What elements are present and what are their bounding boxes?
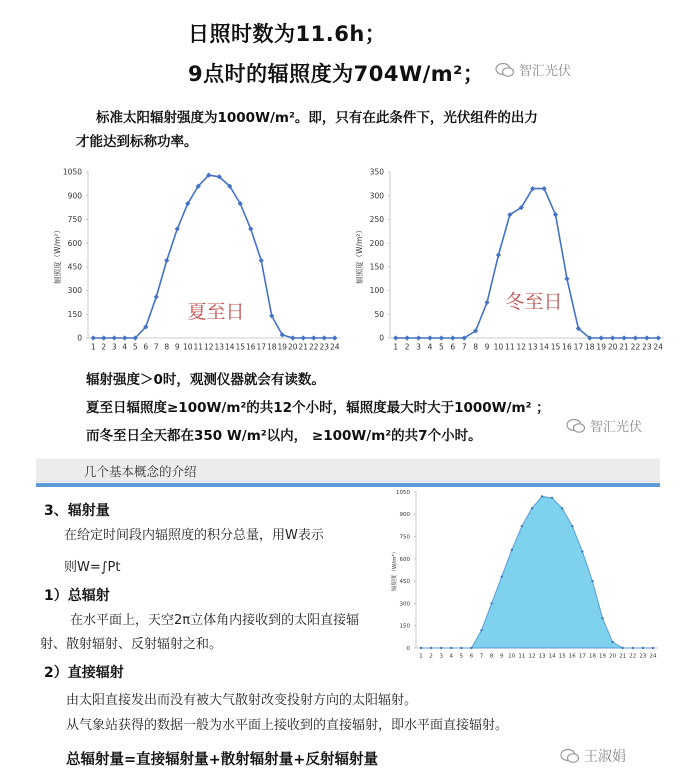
summer-solstice-chart: [50, 164, 350, 364]
chart-caption: 冬至日: [505, 291, 563, 313]
y-tick-label: 450: [399, 579, 410, 586]
x-tick-label: 3: [439, 653, 443, 660]
y-tick-label: 150: [399, 623, 410, 630]
intro-line-1: 标准太阳辐射强度为1000W/m²。即，只有在此条件下，光伏组件的出力: [96, 110, 538, 126]
x-tick-label: 5: [438, 342, 444, 352]
y-tick-label: 600: [67, 238, 82, 248]
header-line-2: 9点时的辐照度为704W/m²；: [188, 62, 485, 86]
y-tick-label: 900: [67, 191, 82, 201]
chart-caption: 夏至日: [187, 301, 245, 323]
data-point: [416, 335, 421, 340]
data-point: [564, 276, 569, 281]
x-tick-label: 4: [122, 342, 128, 352]
data-point: [553, 212, 558, 217]
item3-desc: 在给定时间段内辐照度的积分总量，用W表示: [64, 528, 324, 543]
x-tick-label: 10: [182, 342, 193, 352]
x-tick-label: 9: [174, 342, 180, 352]
data-point: [259, 258, 264, 263]
note-line-2: 夏至日辐照度≥100W/m²的共12个小时，辐照度最大时大于1000W/m² ；: [86, 400, 550, 416]
watermark-1-text: 智汇光伏: [519, 64, 572, 79]
x-tick-label: 16: [562, 342, 572, 352]
x-tick-label: 23: [639, 653, 647, 660]
note-line-1: 辐射强度＞0时，观测仪器就会有读数。: [86, 372, 325, 388]
wechat-icon: [560, 748, 580, 764]
watermark-1: [495, 60, 571, 79]
data-point: [154, 294, 159, 299]
x-tick-label: 14: [548, 653, 556, 660]
data-point: [511, 549, 513, 551]
x-tick-label: 12: [203, 342, 214, 352]
series-area: [421, 496, 653, 648]
data-point: [541, 495, 543, 497]
x-tick-label: 23: [319, 342, 330, 352]
data-point: [496, 252, 501, 257]
note-line-3: 而冬至日全天都在350 W/m²以内， ≥100W/m²的共7个小时。: [86, 428, 482, 444]
data-point: [599, 335, 604, 340]
data-point: [611, 641, 613, 643]
x-tick-label: 2: [429, 653, 433, 660]
y-tick-label: 450: [67, 262, 82, 272]
y-tick-label: 200: [369, 238, 384, 248]
x-tick-label: 2: [101, 342, 107, 352]
data-point: [490, 602, 492, 604]
y-tick-label: 900: [399, 512, 410, 519]
intro-line-2: 才能达到标称功率。: [76, 134, 198, 150]
x-tick-label: 6: [469, 653, 474, 660]
data-point: [581, 550, 583, 552]
x-tick-label: 13: [538, 653, 546, 660]
y-tick-label: 150: [369, 262, 384, 272]
item3-formula: 则W=∫Pt: [64, 560, 121, 575]
watermark-3: [560, 746, 626, 766]
data-point: [430, 647, 432, 649]
y-axis-label: 辐照度（W/m²）: [392, 548, 398, 592]
x-tick-label: 13: [527, 342, 538, 352]
x-tick-label: 1: [419, 653, 423, 660]
data-point: [610, 335, 615, 340]
watermark-2-text: 智汇光伏: [590, 420, 643, 435]
data-point: [484, 300, 489, 305]
x-tick-label: 9: [484, 342, 490, 352]
data-point: [450, 335, 455, 340]
x-tick-label: 8: [473, 342, 479, 352]
x-tick-label: 17: [578, 653, 586, 660]
x-tick-label: 1: [90, 342, 96, 352]
x-tick-label: 8: [489, 653, 494, 660]
x-tick-label: 21: [298, 342, 309, 352]
x-tick-label: 6: [143, 342, 149, 352]
item1-desc-1: 在水平面上，天空2π立体角内接收到的太阳直接辐: [70, 613, 360, 628]
x-tick-label: 24: [653, 342, 664, 352]
data-point: [542, 186, 547, 191]
y-tick-label: 750: [67, 215, 82, 225]
x-tick-label: 6: [450, 342, 456, 352]
x-tick-label: 1: [393, 342, 399, 352]
x-tick-label: 20: [287, 342, 298, 352]
data-point: [621, 335, 626, 340]
x-tick-label: 21: [619, 653, 627, 660]
data-point: [290, 335, 295, 340]
y-tick-label: 0: [77, 333, 82, 343]
data-point: [633, 335, 638, 340]
y-axis-label: 辐照度（W/m²）: [53, 226, 62, 284]
x-tick-label: 15: [550, 342, 561, 352]
x-tick-label: 11: [518, 653, 526, 660]
x-tick-label: 18: [585, 342, 595, 352]
x-tick-label: 16: [568, 653, 576, 660]
data-point: [164, 258, 169, 263]
data-point: [531, 507, 533, 509]
data-point: [551, 497, 553, 499]
x-tick-label: 19: [599, 653, 607, 660]
data-point: [521, 525, 523, 527]
data-point: [332, 335, 337, 340]
y-tick-label: 0: [406, 645, 410, 652]
x-tick-label: 5: [459, 653, 464, 660]
data-point: [311, 335, 316, 340]
x-tick-label: 12: [516, 342, 527, 352]
y-tick-label: 1050: [62, 167, 82, 177]
y-tick-label: 750: [399, 534, 410, 541]
data-point: [571, 525, 573, 527]
y-tick-label: 300: [399, 601, 410, 608]
data-point: [470, 647, 472, 649]
wechat-icon: [566, 418, 586, 434]
x-tick-label: 15: [235, 342, 246, 352]
slide-topbar-title: 几个基本概念的介绍: [84, 464, 197, 479]
data-point: [393, 335, 398, 340]
x-tick-label: 13: [214, 342, 225, 352]
x-tick-label: 10: [493, 342, 504, 352]
x-tick-label: 22: [629, 653, 637, 660]
y-tick-label: 150: [67, 309, 82, 319]
x-tick-label: 17: [573, 342, 584, 352]
data-point: [440, 647, 442, 649]
data-point: [91, 335, 96, 340]
x-tick-label: 21: [619, 342, 629, 352]
data-point: [322, 335, 327, 340]
x-tick-label: 18: [588, 653, 596, 660]
data-point: [561, 507, 563, 509]
winter-solstice-chart: [352, 164, 672, 364]
data-point: [601, 617, 603, 619]
x-tick-label: 20: [607, 342, 618, 352]
x-tick-label: 7: [153, 342, 159, 352]
data-point: [622, 647, 624, 649]
y-tick-label: 350: [369, 167, 384, 177]
y-tick-label: 250: [369, 215, 384, 225]
y-tick-label: 100: [369, 286, 384, 296]
x-tick-label: 24: [649, 653, 657, 660]
watermark-2: [566, 416, 642, 435]
x-tick-label: 9: [499, 653, 504, 660]
total-radiation-formula: 总辐射量=直接辐射量+散射辐射量+反射辐射量: [66, 752, 378, 768]
data-point: [248, 226, 253, 231]
data-point: [301, 335, 306, 340]
watermark-3-text: 王淑娟: [584, 749, 626, 765]
data-point: [427, 335, 432, 340]
x-tick-label: 18: [266, 342, 277, 352]
x-tick-label: 8: [164, 342, 170, 352]
x-tick-label: 5: [132, 342, 138, 352]
x-tick-label: 19: [277, 342, 288, 352]
item3-title: 3、辐射量: [44, 503, 110, 519]
item2-desc-2: 从气象站获得的数据一般为水平面上接收到的直接辐射，即水平面直接辐射。: [66, 718, 509, 733]
data-point: [652, 647, 654, 649]
data-point: [420, 647, 422, 649]
data-point: [405, 335, 410, 340]
x-tick-label: 14: [539, 342, 549, 352]
data-point: [450, 647, 452, 649]
x-tick-label: 11: [193, 342, 204, 352]
x-tick-label: 16: [245, 342, 256, 352]
header-line-1: 日照时数为11.6h；: [188, 22, 387, 46]
x-tick-label: 22: [630, 342, 641, 352]
x-tick-label: 10: [508, 653, 516, 660]
irradiance-area-chart: [386, 486, 666, 670]
x-tick-label: 24: [329, 342, 340, 352]
x-tick-label: 4: [449, 653, 454, 660]
data-point: [122, 335, 127, 340]
series-line: [396, 189, 659, 338]
x-tick-label: 15: [558, 653, 566, 660]
slide-topbar: [36, 459, 660, 482]
data-point: [656, 335, 661, 340]
x-tick-label: 2: [404, 342, 410, 352]
item1-title: 1）总辐射: [44, 588, 110, 604]
x-tick-label: 17: [256, 342, 267, 352]
x-tick-label: 12: [528, 653, 536, 660]
y-tick-label: 50: [374, 309, 384, 319]
x-tick-label: 20: [609, 653, 617, 660]
y-tick-label: 1050: [396, 489, 410, 496]
data-point: [101, 335, 106, 340]
data-point: [112, 335, 117, 340]
data-point: [501, 575, 503, 577]
x-tick-label: 3: [416, 342, 421, 352]
data-point: [460, 647, 462, 649]
y-axis-label: 辐照度（W/m²）: [355, 226, 364, 284]
x-tick-label: 7: [479, 653, 484, 660]
data-point: [642, 647, 644, 649]
item2-title: 2）直接辐射: [44, 665, 124, 681]
x-tick-label: 23: [642, 342, 652, 352]
wechat-icon: [495, 62, 515, 78]
data-point: [175, 226, 180, 231]
data-point: [644, 335, 649, 340]
y-tick-label: 300: [369, 191, 384, 201]
item2-desc-1: 由太阳直接发出而没有被大气散射改变投射方向的太阳辐射。: [66, 693, 418, 708]
item1-desc-2: 射、散射辐射、反射辐射之和。: [40, 637, 223, 652]
x-tick-label: 19: [596, 342, 606, 352]
x-tick-label: 22: [308, 342, 319, 352]
x-tick-label: 7: [461, 342, 467, 352]
y-tick-label: 600: [399, 556, 410, 563]
data-point: [439, 335, 444, 340]
x-tick-label: 14: [224, 342, 235, 352]
data-point: [632, 647, 634, 649]
y-tick-label: 300: [67, 286, 82, 296]
data-point: [591, 580, 593, 582]
y-tick-label: 0: [379, 333, 384, 343]
x-tick-label: 11: [505, 342, 515, 352]
x-tick-label: 4: [427, 342, 433, 352]
x-tick-label: 3: [111, 342, 117, 352]
data-point: [480, 629, 482, 631]
